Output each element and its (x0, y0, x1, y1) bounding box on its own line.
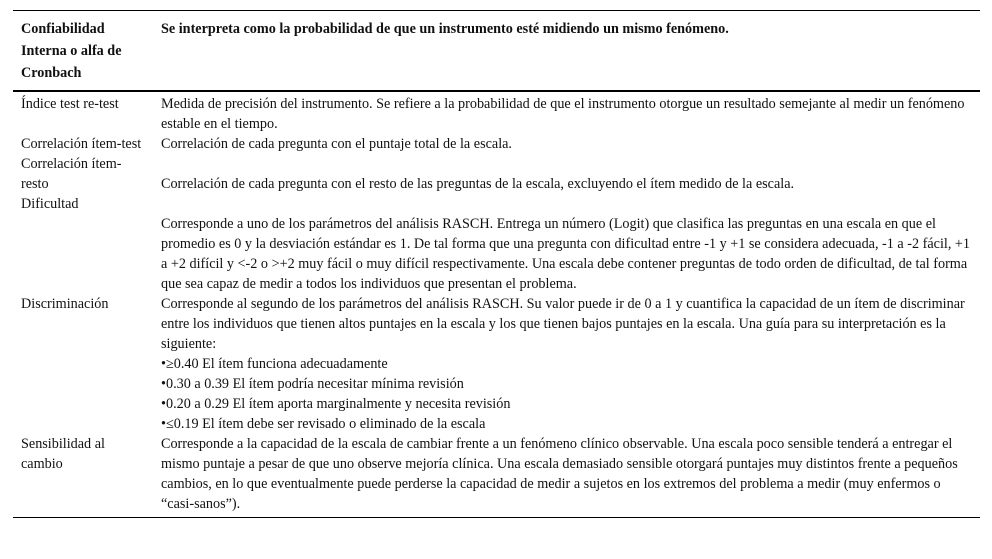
table-header (13, 11, 980, 92)
list-item: • 0.30 a 0.39 El ítem podría necesitar mínima revisión (161, 374, 972, 394)
row-term: Discriminación (21, 296, 109, 312)
table-row (13, 434, 980, 518)
header-description: Se interpreta como la probabilidad de que un instrumento esté midiendo un mismo fenómeno. (153, 11, 980, 92)
row-term: Correlación ítem-test (21, 136, 142, 152)
table-row (13, 134, 980, 154)
table-body (13, 91, 980, 518)
row-description: Corresponde a uno de los parámetros del análisis RASCH. Entrega un número (Logit) que clasifica las preguntas en una escala en que el promedio es 0 y la desviación estándar es 1. De tal forma que una pregunta con dificultad entre -1 y +1 se considera adecuada, -1 a -2 fácil, +1 a +2 difícil y <-2 o >+2 muy fácil o muy difícil respectivamente. Una escala debe contener preguntas de todo orden de dificultad, de tal forma que sea capaz de medir a todos los individuos que presentan el problema. (161, 216, 971, 292)
row-term: Índice test re-test (21, 96, 119, 112)
row-description: Correlación de cada pregunta con el puntaje total de la escala. (161, 136, 512, 152)
list-item: • ≥0.40 El ítem funciona adecuadamente (161, 354, 972, 374)
list-item: • 0.20 a 0.29 El ítem aporta marginalmente y necesita revisión (161, 394, 972, 414)
reliability-table (13, 10, 980, 518)
row-term: Correlación ítem-resto (21, 156, 122, 192)
row-description: Corresponde al segundo de los parámetros del análisis RASCH. Su valor puede ir de 0 a 1 y cuantifica la capacidad de un ítem de discriminar entre los individuos que tienen altos puntajes en la escala y los que tienen bajos puntajes en la escala. Una guía para su interpretación es la siguiente: (161, 296, 965, 352)
header-term: Confiabilidad Interna o alfa de Cronbach (13, 11, 153, 92)
row-description: Correlación de cada pregunta con el resto de las preguntas de la escala, excluyendo el ítem medido de la escala. (161, 176, 795, 192)
list-item: • ≤0.19 El ítem debe ser revisado o eliminado de la escala (161, 414, 972, 434)
reliability-table-container (13, 10, 980, 518)
header-row (13, 11, 980, 92)
row-description: Medida de precisión del instrumento. Se refiere a la probabilidad de que el instrumento otorgue un resultado semejante al medir un fenómeno estable en el tiempo. (161, 96, 965, 132)
row-description-cell (153, 154, 980, 194)
row-description-cell (153, 294, 980, 434)
table-row (13, 154, 980, 194)
interpretation-list (161, 354, 972, 434)
row-description-cell (153, 194, 980, 294)
row-description: Corresponde a la capacidad de la escala de cambiar frente a un fenómeno clínico observable. Una escala poco sensible tenderá a entregar el mismo puntaje a pesar de que uno observe mejoría clínica. Una escala demasiado sensible otorgará puntajes muy distintos frente a pequeños cambios, en lo que eventualmente puede perderse la capacidad de medir a sujetos en los extremos del problema a medir (muy enfermos o “casi-sanos”). (153, 434, 980, 518)
table-row (13, 91, 980, 134)
row-term: Sensibilidad al cambio (13, 434, 153, 518)
table-row (13, 194, 980, 294)
table-row (13, 294, 980, 434)
row-term: Dificultad (21, 196, 79, 212)
